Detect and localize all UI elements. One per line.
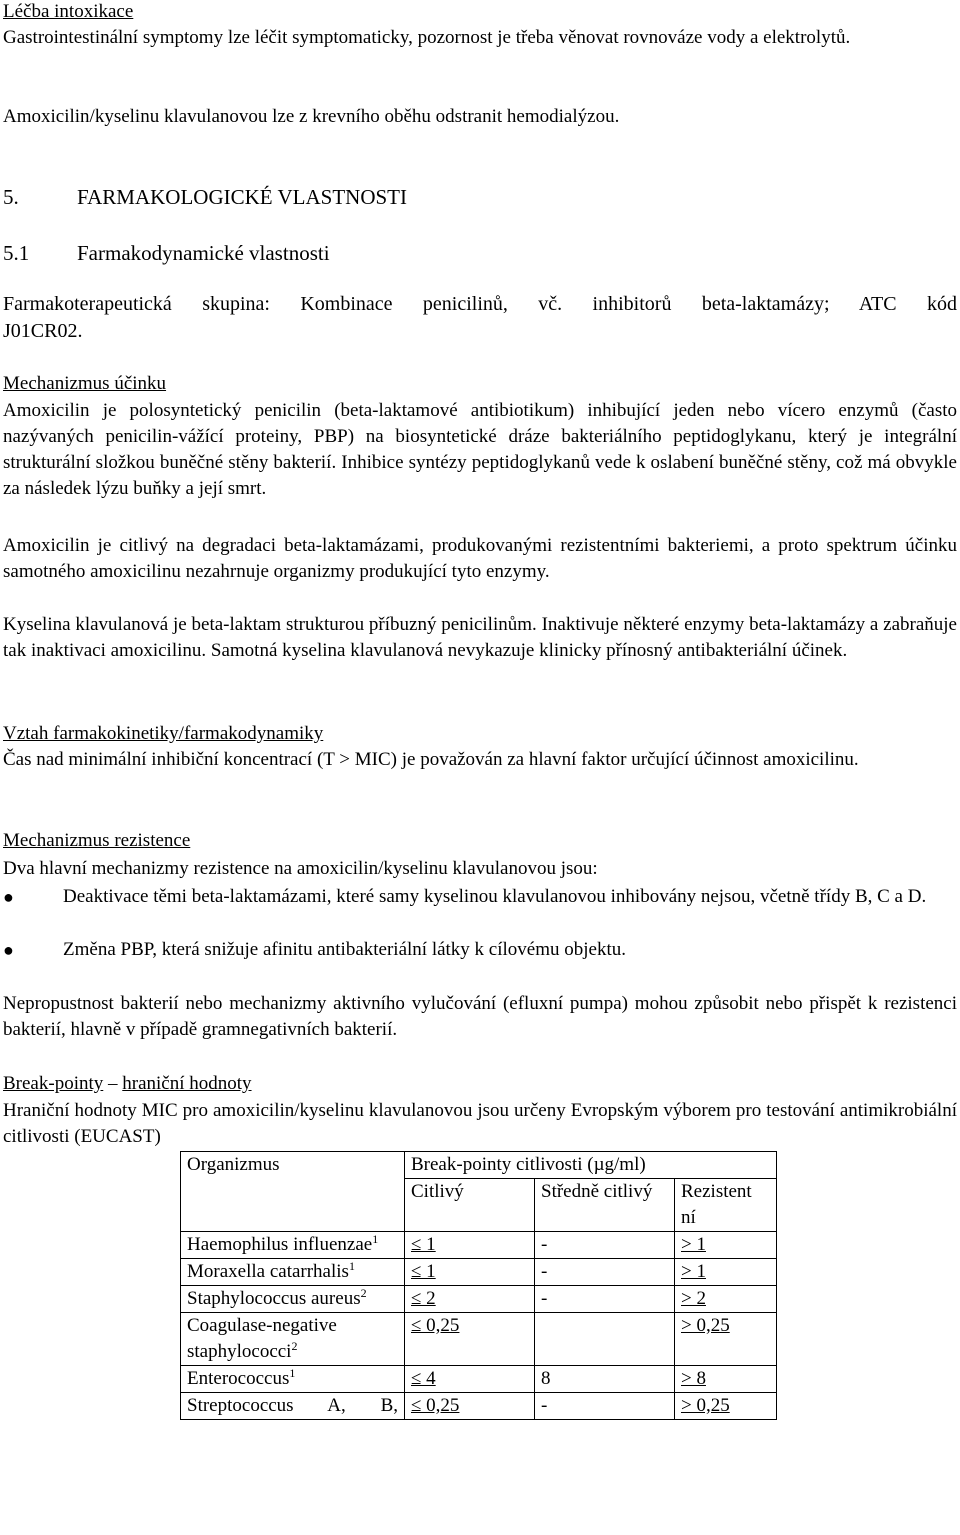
paragraph-lecba: Gastrointestinální symptomy lze léčit symptomaticky, pozornost je třeba věnovat rovnováze vody a elektrolytů.: [3, 27, 851, 48]
table-header-row: [181, 1152, 777, 1179]
paragraph-mechanismus: Amoxicilin je polosyntetický penicilin (beta-laktamové antibiotikum) inhibující jeden nebo vícero enzymů (často nazývaných penicilin-vážící proteiny, PBP) na biosyntetické dráze bakteriálního peptidoglykanu, který je integrální strukturální složkou buněčné stěny bakterií. Inhibice syntézy peptidoglykanů vede k oslabení buněčné stěny, což má obvykle za následek lýzu buňky a její smrt.: [3, 400, 957, 499]
cell-stredne: -: [535, 1286, 675, 1313]
heading-vztah: Vztah farmakokinetiky/farmakodynamiky: [3, 723, 324, 744]
footnote-marker: 2: [291, 1339, 298, 1353]
footnote-marker: 1: [289, 1366, 296, 1380]
table-row: [181, 1393, 777, 1420]
header-citlivy: Citlivý: [405, 1179, 535, 1232]
paragraph-kyselina-klavulanova: Kyselina klavulanová je beta-laktam strukturou příbuzný penicilinům. Inaktivuje některé enzymy beta-laktamázy a zabraňuje tak inaktivaci amoxicilinu. Samotná kyselina klavulanová nevykazuje klinicky přínosný antibakteriální účinek.: [3, 614, 957, 661]
cell-organism: [181, 1259, 405, 1286]
organism-name: Streptococcus A, B,: [187, 1395, 398, 1416]
table-row: [181, 1366, 777, 1393]
heading-mechanismus-rezistence: Mechanizmus rezistence: [3, 830, 191, 851]
cell-citlivy: [405, 1313, 535, 1366]
value-citlivy: ≤ 4: [411, 1368, 436, 1389]
farmakoterapeuticka-skupina-line2: J01CR02.: [3, 320, 83, 342]
cell-organism: [181, 1286, 405, 1313]
bullet-item: [3, 884, 957, 938]
footnote-marker: 2: [360, 1286, 367, 1300]
bullet-icon: ●: [3, 940, 14, 960]
heading-lecba-intoxikace: Léčba intoxikace: [3, 1, 134, 22]
value-rezistentni: > 0,25: [681, 1395, 730, 1416]
header-break-pointy: Break-pointy citlivosti (µg/ml): [405, 1152, 777, 1179]
section-title: FARMAKOLOGICKÉ VLASTNOSTI: [77, 185, 407, 209]
bullet-icon: ●: [3, 887, 14, 907]
cell-rezistentni: [675, 1393, 777, 1420]
cell-organism: [181, 1393, 405, 1420]
value-rezistentni: > 1: [681, 1234, 706, 1255]
section-title: Farmakodynamické vlastnosti: [77, 241, 330, 265]
paragraph-eucast: Hraniční hodnoty MIC pro amoxicilin/kyselinu klavulanovou jsou určeny Evropským výborem pro testování antimikrobiální citlivosti (EUCAST): [3, 1100, 957, 1147]
cell-rezistentni: [675, 1313, 777, 1366]
header-organizmus: Organizmus: [181, 1152, 405, 1232]
value-citlivy: ≤ 0,25: [411, 1315, 460, 1336]
value-citlivy: ≤ 1: [411, 1261, 436, 1282]
heading-mechanismus-ucinku: Mechanizmus účinku: [3, 373, 167, 394]
cell-rezistentni: [675, 1286, 777, 1313]
organism-name: Haemophilus influenzae: [187, 1234, 373, 1255]
value-rezistentni: > 8: [681, 1368, 706, 1389]
value-rezistentni: > 1: [681, 1261, 706, 1282]
heading-part: Break-pointy: [3, 1073, 104, 1094]
value-rezistentni: > 0,25: [681, 1315, 730, 1336]
cell-organism: [181, 1232, 405, 1259]
bullet-item: [3, 937, 957, 963]
heading-separator: –: [103, 1073, 123, 1094]
paragraph-hemodialyza: Amoxicilin/kyselinu klavulanovou lze z krevního oběhu odstranit hemodialýzou.: [3, 106, 620, 127]
heading-part: hraniční hodnoty: [122, 1073, 252, 1094]
value-citlivy: ≤ 0,25: [411, 1395, 460, 1416]
footnote-marker: 1: [348, 1259, 355, 1273]
table-row: [181, 1286, 777, 1313]
paragraph-rezistence-intro: Dva hlavní mechanizmy rezistence na amoxicilin/kyselinu klavulanovou jsou:: [3, 858, 598, 879]
value-citlivy: ≤ 1: [411, 1234, 436, 1255]
value-citlivy: ≤ 2: [411, 1288, 436, 1309]
section-5-1-heading: [3, 240, 957, 266]
cell-stredne: [535, 1313, 675, 1366]
cell-organism: [181, 1313, 405, 1366]
paragraph-vztah: Čas nad minimální inhibiční koncentrací (T > MIC) je považován za hlavní faktor určující účinnost amoxicilinu.: [3, 749, 859, 770]
header-rezistentni: Rezistent ní: [675, 1179, 777, 1232]
breakpoints-table: [180, 1151, 777, 1420]
cell-stredne: 8: [535, 1366, 675, 1393]
table-row: [181, 1232, 777, 1259]
farmakoterapeuticka-skupina-line1: Farmakoterapeutická skupina: Kombinace penicilinů, vč. inhibitorů beta-laktamázy; ATC kód: [3, 293, 957, 315]
header-stredne-citlivy: Středně citlivý: [535, 1179, 675, 1232]
section-number: 5.: [3, 185, 19, 209]
cell-citlivy: [405, 1393, 535, 1420]
paragraph-degradace: Amoxicilin je citlivý na degradaci beta-laktamázami, produkovanými rezistentními bakteriemi, a proto spektrum účinku samotného amoxicilinu nezahrnuje organizmy produkující tyto enzymy.: [3, 535, 957, 582]
section-number: 5.1: [3, 241, 30, 265]
cell-citlivy: [405, 1366, 535, 1393]
value-rezistentni: > 2: [681, 1288, 706, 1309]
heading-break-pointy: [3, 1071, 957, 1097]
section-5-heading: [3, 184, 957, 210]
bullet-text: Deaktivace těmi beta-laktamázami, které samy kyselinou klavulanovou inhibovány nejsou, včetně třídy B, C a D.: [63, 886, 927, 907]
organism-name: Coagulase-negative staphylococci: [187, 1315, 337, 1362]
cell-citlivy: [405, 1259, 535, 1286]
cell-stredne: -: [535, 1259, 675, 1286]
cell-stredne: -: [535, 1232, 675, 1259]
cell-stredne: -: [535, 1393, 675, 1420]
cell-rezistentni: [675, 1259, 777, 1286]
cell-rezistentni: [675, 1232, 777, 1259]
footnote-marker: 1: [372, 1232, 379, 1246]
table-row: [181, 1313, 777, 1366]
cell-rezistentni: [675, 1366, 777, 1393]
bullet-text: Změna PBP, která snižuje afinitu antibakteriální látky k cílovému objektu.: [63, 939, 627, 960]
paragraph-nepropustnost: Nepropustnost bakterií nebo mechanizmy aktivního vylučování (efluxní pumpa) mohou způsobit nebo přispět k rezistenci bakterií, hlavně v případě gramnegativních bakterií.: [3, 993, 957, 1040]
cell-citlivy: [405, 1232, 535, 1259]
table-row: [181, 1259, 777, 1286]
organism-name: Moraxella catarrhalis: [187, 1261, 349, 1282]
organism-name: Enterococcus: [187, 1368, 290, 1389]
organism-name: Staphylococcus aureus: [187, 1288, 361, 1309]
cell-organism: [181, 1366, 405, 1393]
cell-citlivy: [405, 1286, 535, 1313]
